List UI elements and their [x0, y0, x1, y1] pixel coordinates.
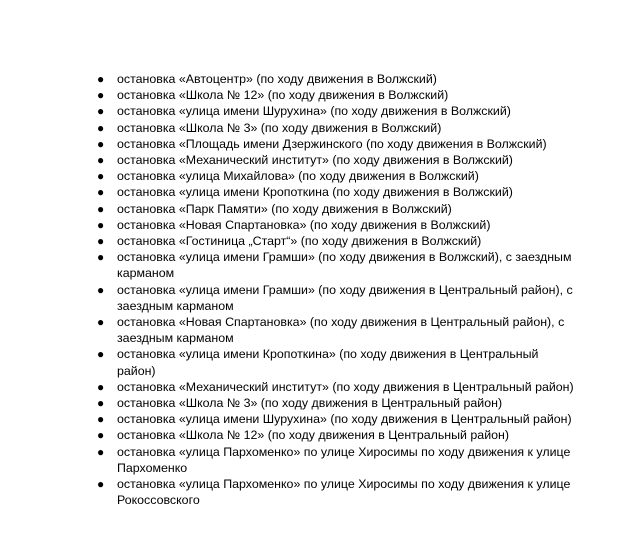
- bullet-icon: ●: [97, 234, 105, 249]
- list-item: [97, 152, 577, 168]
- bullet-icon: ●: [97, 477, 105, 492]
- list-item: [97, 411, 577, 427]
- list-item-text: остановка «улица имени Грамши» (по ходу движения в Центральный район), с заездным карманом: [117, 282, 573, 313]
- list-item-text: остановка «улица имени Шурухина» (по ходу движения в Центральный район): [117, 412, 572, 427]
- bullet-icon: ●: [97, 396, 105, 411]
- bullet-icon: ●: [97, 282, 105, 297]
- list-item-text: остановка «Школа № 3» (по ходу движения в Центральный район): [117, 396, 503, 411]
- list-item: [97, 136, 577, 152]
- list-item-text: остановка «улица имени Кропоткина» (по ходу движения в Центральный район): [117, 347, 539, 378]
- list-item-text: остановка «Гостиница „Старт“» (по ходу движения в Волжский): [117, 234, 482, 249]
- list-item-text: остановка «Механический институт» (по ходу движения в Волжский): [117, 153, 513, 168]
- list-item: [97, 427, 577, 443]
- list-item-text: остановка «Автоцентр» (по ходу движения в Волжский): [117, 72, 437, 86]
- bullet-icon: ●: [97, 104, 105, 119]
- bullet-icon: ●: [97, 185, 105, 200]
- list-item: [97, 314, 577, 346]
- list-item-text: остановка «улица имени Шурухина» (по ходу движения в Волжский): [117, 104, 511, 119]
- list-item-text: остановка «Новая Спартановка» (по ходу движения в Волжский): [117, 217, 491, 232]
- list-item: [97, 444, 577, 476]
- list-item-text: остановка «улица имени Кропоткина (по ходу движения в Волжский): [117, 185, 513, 200]
- list-item-text: остановка «Площадь имени Дзержинского (по ходу движения в Волжский): [117, 136, 547, 151]
- list-item: [97, 120, 577, 136]
- bullet-icon: ●: [97, 120, 105, 135]
- list-item-text: остановка «улица Михайлова» (по ходу движения в Волжский): [117, 169, 479, 184]
- bullet-icon: ●: [97, 169, 105, 184]
- bullet-icon: ●: [97, 428, 105, 443]
- list-item: [97, 217, 577, 233]
- list-item: [97, 476, 577, 508]
- list-item: [97, 71, 577, 87]
- list-item-text: остановка «улица Пархоменко» по улице Хиросимы по ходу движения к улице Пархоменко: [117, 444, 571, 475]
- bullet-icon: ●: [97, 379, 105, 394]
- list-item-text: остановка «Новая Спартановка» (по ходу движения в Центральный район), с заездным карманом: [117, 315, 565, 346]
- bullet-icon: ●: [97, 444, 105, 459]
- list-item: [97, 379, 577, 395]
- bullet-icon: ●: [97, 412, 105, 427]
- list-item: [97, 103, 577, 119]
- list-item: [97, 184, 577, 200]
- list-item-text: остановка «Школа № 12» (по ходу движения в Центральный район): [117, 428, 509, 443]
- list-item: [97, 233, 577, 249]
- list-item: [97, 87, 577, 103]
- list-item-text: остановка «улица Пархоменко» по улице Хиросимы по ходу движения к улице Рокоссовского: [117, 477, 571, 508]
- list-item: [97, 282, 577, 314]
- list-item: [97, 249, 577, 281]
- bullet-icon: ●: [97, 88, 105, 103]
- bullet-icon: ●: [97, 136, 105, 151]
- list-item-text: остановка «Школа № 3» (по ходу движения в Волжский): [117, 120, 442, 135]
- list-item: [97, 201, 577, 217]
- bullet-icon: ●: [97, 153, 105, 168]
- list-item-text: остановка «улица имени Грамши» (по ходу движения в Волжский), с заездным карманом: [117, 250, 572, 281]
- bullet-icon: ●: [97, 347, 105, 362]
- list-item-text: остановка «Школа № 12» (по ходу движения в Волжский): [117, 88, 449, 103]
- list-item: [97, 168, 577, 184]
- bullet-icon: ●: [97, 315, 105, 330]
- bullet-icon: ●: [97, 72, 105, 86]
- list-item-text: остановка «Парк Памяти» (по ходу движения в Волжский): [117, 201, 452, 216]
- bullet-icon: ●: [97, 217, 105, 232]
- bus-stop-list: [97, 71, 577, 508]
- list-item-text: остановка «Механический институт» (по ходу движения в Центральный район): [117, 379, 574, 394]
- list-item: [97, 395, 577, 411]
- list-item: [97, 346, 577, 378]
- bullet-icon: ●: [97, 250, 105, 265]
- bullet-icon: ●: [97, 201, 105, 216]
